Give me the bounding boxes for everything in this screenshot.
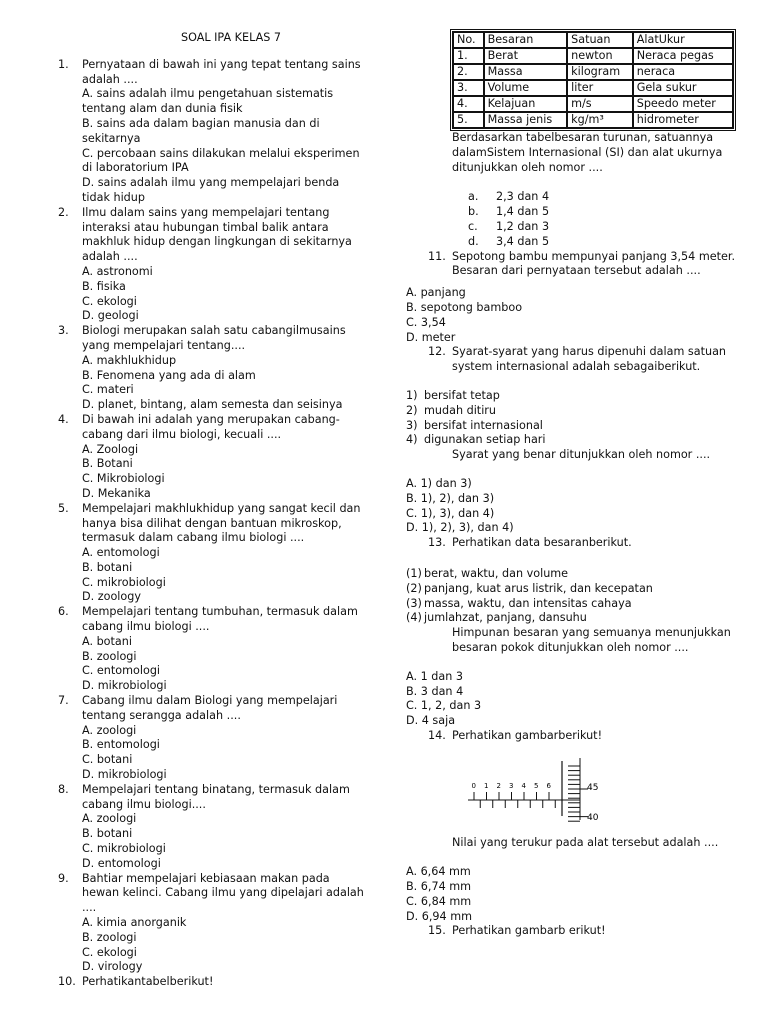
question-body xyxy=(82,413,364,502)
thimble-label: 45 xyxy=(587,782,599,793)
question-body xyxy=(82,694,364,783)
q12-options xyxy=(406,477,736,536)
question-9 xyxy=(58,872,364,976)
answer-option: D. geologi xyxy=(82,309,139,323)
question-list xyxy=(58,58,364,990)
question-number: 3. xyxy=(58,324,69,338)
question-text: Di bawah ini adalah yang merupakan cabang-cabang dari ilmu biologi, kecuali .... xyxy=(82,412,340,441)
table-cell: liter xyxy=(567,80,633,96)
list-text: jumlahzat, panjang, dansuhu xyxy=(424,611,587,625)
option-text: 2,3 dan 4 xyxy=(496,190,550,204)
question-number: 12. xyxy=(428,345,446,359)
table-cell: 1. xyxy=(453,48,484,64)
list-item xyxy=(406,582,736,597)
list-item xyxy=(406,567,736,582)
question-text: Cabang ilmu dalam Biologi yang mempelajari tentang serangga adalah .... xyxy=(82,694,338,722)
thimble-label: 40 xyxy=(587,812,599,823)
list-text: bersifat tetap xyxy=(424,388,500,402)
list-item xyxy=(406,433,736,448)
table-header-cell: No. xyxy=(453,32,484,48)
answer-option: B. botani xyxy=(82,827,133,841)
q12-ask: Syarat yang benar ditunjukkan oleh nomor .... xyxy=(452,448,711,462)
option-letter: d. xyxy=(468,234,479,248)
question-text: Mempelajari tentang tumbuhan, termasuk dalam cabang ilmu biologi .... xyxy=(82,605,358,634)
answer-option: C. percobaan sains dilakukan melalui eksperimen di laboratorium IPA xyxy=(82,146,360,175)
question-text: Sepotong bambu mempunyai panjang 3,54 meter. Besaran dari pernyataan tersebut adalah .... xyxy=(452,249,736,278)
answer-option: B. Fenomena yang ada di alam xyxy=(82,368,256,382)
answer-option: C. mikrobiologi xyxy=(82,842,166,856)
question-6 xyxy=(58,605,364,694)
question-11 xyxy=(428,250,736,280)
answer-option: C. ekologi xyxy=(82,945,137,959)
answer-option: A. zoologi xyxy=(82,812,137,826)
option-text: 1,2 dan 3 xyxy=(496,219,550,233)
question-text: Perhatikan gambarberikut! xyxy=(452,728,603,742)
question-text: Perhatikan data besaranberikut. xyxy=(452,536,632,550)
list-number: 1) xyxy=(406,388,418,402)
table-cell: 4. xyxy=(453,96,484,112)
answer-option: B. fisika xyxy=(82,279,126,293)
answer-option: B. 3 dan 4 xyxy=(406,684,464,698)
table-cell: kg/m³ xyxy=(567,112,633,128)
table-cell: 5. xyxy=(453,112,484,128)
table-header-cell: AlatUkur xyxy=(633,32,733,48)
list-item xyxy=(406,597,736,612)
ruler-label: 0 xyxy=(471,781,476,790)
question-number: 1. xyxy=(58,57,69,71)
answer-option: A. Zoologi xyxy=(82,442,139,456)
question-number: 10. xyxy=(58,975,76,989)
table-cell: Kelajuan xyxy=(484,96,568,112)
option-text: 3,4 dan 5 xyxy=(496,234,550,248)
answer-option: B. entomologi xyxy=(82,738,160,752)
q14-options xyxy=(406,865,736,924)
list-text: massa, waktu, dan intensitas cahaya xyxy=(424,596,632,610)
list-item xyxy=(406,419,736,434)
q13-options xyxy=(406,670,736,729)
table-header-cell: Satuan xyxy=(567,32,633,48)
question-body xyxy=(82,605,364,694)
ruler-label: 3 xyxy=(509,781,514,790)
table-cell: Massa xyxy=(484,64,568,80)
table-cell: kilogram xyxy=(567,64,633,80)
list-item xyxy=(406,389,736,404)
list-number: (1) xyxy=(406,566,422,580)
answer-option: C. 6,84 mm xyxy=(406,894,472,908)
question-12 xyxy=(428,345,736,375)
q12-list xyxy=(406,389,736,448)
table-cell: 3. xyxy=(453,80,484,96)
answer-option: A. zoologi xyxy=(82,723,137,737)
answer-option xyxy=(468,220,736,235)
question-text: Biologi merupakan salah satu cabangilmusains yang mempelajari tentang.... xyxy=(82,324,346,352)
table-cell: neraca xyxy=(633,64,733,80)
question-text: Mempelajari makhlukhidup yang sangat kecil dan hanya bisa dilihat dengan bantuan mikroskop, termasuk dalam cabang ilmu biologi .... xyxy=(82,501,361,545)
question-body xyxy=(82,872,364,976)
question-text: Syarat-syarat yang harus dipenuhi dalam satuan system internasional adalah sebagaiberikut. xyxy=(452,345,727,374)
question-number: 4. xyxy=(58,412,69,426)
answer-option: A. sains adalah ilmu pengetahuan sistematis tentang alam dan dunia fisik xyxy=(82,87,334,116)
question-number: 13. xyxy=(428,536,446,550)
micrometer-figure xyxy=(468,758,608,828)
question-number: 14. xyxy=(428,728,446,742)
ruler-label: 5 xyxy=(534,781,539,790)
q11-options xyxy=(406,286,736,345)
answer-option: D. 6,94 mm xyxy=(406,909,472,923)
q10-text: Berdasarkan tabelbesaran turunan, satuannya dalamSistem Internasional (SI) dan alat ukurnya ditunjukkan oleh nomor .... xyxy=(452,131,723,174)
list-number: 4) xyxy=(406,433,418,447)
list-number: 3) xyxy=(406,418,418,432)
answer-option: D. meter xyxy=(406,330,456,344)
answer-option: A. astronomi xyxy=(82,264,153,278)
table-cell: Massa jenis xyxy=(484,112,568,128)
question-13 xyxy=(428,536,736,551)
question-text: Bahtiar mempelajari kebiasaan makan pada hewan kelinci. Cabang ilmu yang dipelajari adalah .... xyxy=(82,871,364,915)
answer-option: C. entomologi xyxy=(82,664,161,678)
question-text: Perhatikan gambarb erikut! xyxy=(452,924,606,938)
question-10 xyxy=(58,975,364,990)
answer-option: B. zoologi xyxy=(82,930,137,944)
table-cell: newton xyxy=(567,48,633,64)
question-14 xyxy=(428,729,736,744)
table-cell: Volume xyxy=(484,80,568,96)
table-cell: Speedo meter xyxy=(633,96,733,112)
list-text: panjang, kuat arus listrik, dan kecepatan xyxy=(424,581,653,595)
q14-ask: Nilai yang terukur pada alat tersebut adalah .... xyxy=(452,836,719,850)
question-body xyxy=(82,206,364,324)
list-text: bersifat internasional xyxy=(424,418,543,432)
q13-list xyxy=(406,567,736,626)
ruler-label: 2 xyxy=(496,781,501,790)
list-text: mudah ditiru xyxy=(424,403,496,417)
left-column xyxy=(58,31,364,990)
answer-option: C. materi xyxy=(82,383,134,397)
table-header-cell: Besaran xyxy=(484,32,568,48)
answer-option: C. 1, 2, dan 3 xyxy=(406,699,482,713)
list-text: digunakan setiap hari xyxy=(424,433,546,447)
answer-option: B. Botani xyxy=(82,457,133,471)
table-cell: Berat xyxy=(484,48,568,64)
answer-option: D. sains adalah ilmu yang mempelajari benda tidak hidup xyxy=(82,176,340,204)
besaran-table xyxy=(452,31,734,129)
answer-option: D. entomologi xyxy=(82,856,161,870)
question-text: Mempelajari tentang binatang, termasuk dalam cabang ilmu biologi.... xyxy=(82,782,350,811)
question-5 xyxy=(58,502,364,606)
answer-option: D. 4 saja xyxy=(406,714,456,728)
answer-option: A. panjang xyxy=(406,286,466,300)
answer-option: A. entomologi xyxy=(82,546,160,560)
table-cell: Gela sukur xyxy=(633,80,733,96)
question-text: Perhatikantabelberikut! xyxy=(82,975,214,989)
answer-option xyxy=(468,190,736,205)
q13-ask: Himpunan besaran yang semuanya menunjukkan besaran pokok ditunjukkan oleh nomor .... xyxy=(452,626,731,654)
table-cell: m/s xyxy=(567,96,633,112)
list-item xyxy=(406,611,736,626)
answer-option: C. 3,54 xyxy=(406,315,446,329)
answer-option xyxy=(468,235,736,250)
question-number: 15. xyxy=(428,924,446,938)
answer-option: B. 1), 2), dan 3) xyxy=(406,491,495,505)
question-3 xyxy=(58,324,364,413)
answer-option: D. virology xyxy=(82,960,143,974)
ruler-label: 4 xyxy=(521,781,526,790)
answer-option: D. Mekanika xyxy=(82,486,151,500)
table-row xyxy=(453,48,733,64)
answer-option: B. 6,74 mm xyxy=(406,880,472,894)
question-2 xyxy=(58,206,364,324)
question-number: 11. xyxy=(428,249,446,263)
list-item xyxy=(406,404,736,419)
list-text: berat, waktu, dan volume xyxy=(424,566,569,580)
list-number: 2) xyxy=(406,403,418,417)
answer-option: D. zoology xyxy=(82,590,141,604)
ruler-label: 1 xyxy=(484,781,489,790)
answer-option: C. botani xyxy=(82,753,133,767)
answer-option: D. mikrobiologi xyxy=(82,768,167,782)
answer-option: D. 1), 2), 3), dan 4) xyxy=(406,521,514,535)
question-text: Pernyataan di bawah ini yang tepat tentang sains adalah .... xyxy=(82,57,361,86)
question-body xyxy=(82,502,364,606)
answer-option: B. sains ada dalam bagian manusia dan di sekitarnya xyxy=(82,116,320,145)
question-number: 6. xyxy=(58,605,69,619)
table-cell: Neraca pegas xyxy=(633,48,733,64)
answer-option: C. mikrobiologi xyxy=(82,575,166,589)
answer-option xyxy=(468,205,736,220)
option-letter: c. xyxy=(468,219,478,233)
answer-option: A. makhlukhidup xyxy=(82,353,177,367)
question-15 xyxy=(428,924,736,939)
question-number: 8. xyxy=(58,782,69,796)
option-text: 1,4 dan 5 xyxy=(496,205,550,219)
page-title: SOAL IPA KELAS 7 xyxy=(180,31,281,44)
answer-option: C. Mikrobiologi xyxy=(82,472,165,486)
question-number: 5. xyxy=(58,501,69,515)
question-8 xyxy=(58,783,364,872)
option-letter: b. xyxy=(468,205,479,219)
answer-option: A. 1 dan 3 xyxy=(406,669,463,683)
question-text: Ilmu dalam sains yang mempelajari tentang interaksi atau hubungan timbal balik antara makhluk hidup dengan lingkungan di sekitarnya adalah .... xyxy=(82,205,352,264)
question-7 xyxy=(58,694,364,783)
table-header-row xyxy=(453,32,733,48)
answer-option: B. botani xyxy=(82,560,133,574)
answer-option: A. 6,64 mm xyxy=(406,865,471,879)
answer-option: B. sepotong bamboo xyxy=(406,300,523,314)
table-row xyxy=(453,64,733,80)
question-1 xyxy=(58,58,364,206)
table-row xyxy=(453,112,733,128)
question-body xyxy=(82,324,364,413)
q10-options xyxy=(406,190,736,249)
question-body xyxy=(82,783,364,872)
list-number: (3) xyxy=(406,596,422,610)
question-number: 7. xyxy=(58,694,69,708)
ruler-label: 6 xyxy=(546,781,551,790)
question-body xyxy=(82,58,364,206)
table-row xyxy=(453,96,733,112)
question-number: 9. xyxy=(58,871,69,885)
table-cell: hidrometer xyxy=(633,112,733,128)
answer-option: A. botani xyxy=(82,634,132,648)
question-body xyxy=(82,975,364,990)
question-number: 2. xyxy=(58,205,69,219)
list-number: (4) xyxy=(406,611,422,625)
option-letter: a. xyxy=(468,190,479,204)
answer-option: D. mikrobiologi xyxy=(82,679,167,693)
table-row xyxy=(453,80,733,96)
answer-option: C. 1), 3), dan 4) xyxy=(406,506,495,520)
question-4 xyxy=(58,413,364,502)
answer-option: C. ekologi xyxy=(82,294,137,308)
right-column xyxy=(406,31,736,939)
answer-option: B. zoologi xyxy=(82,649,137,663)
table-cell: 2. xyxy=(453,64,484,80)
list-number: (2) xyxy=(406,581,422,595)
answer-option: A. kimia anorganik xyxy=(82,916,187,930)
answer-option: D. planet, bintang, alam semesta dan seisinya xyxy=(82,398,343,412)
answer-option: A. 1) dan 3) xyxy=(406,476,472,490)
